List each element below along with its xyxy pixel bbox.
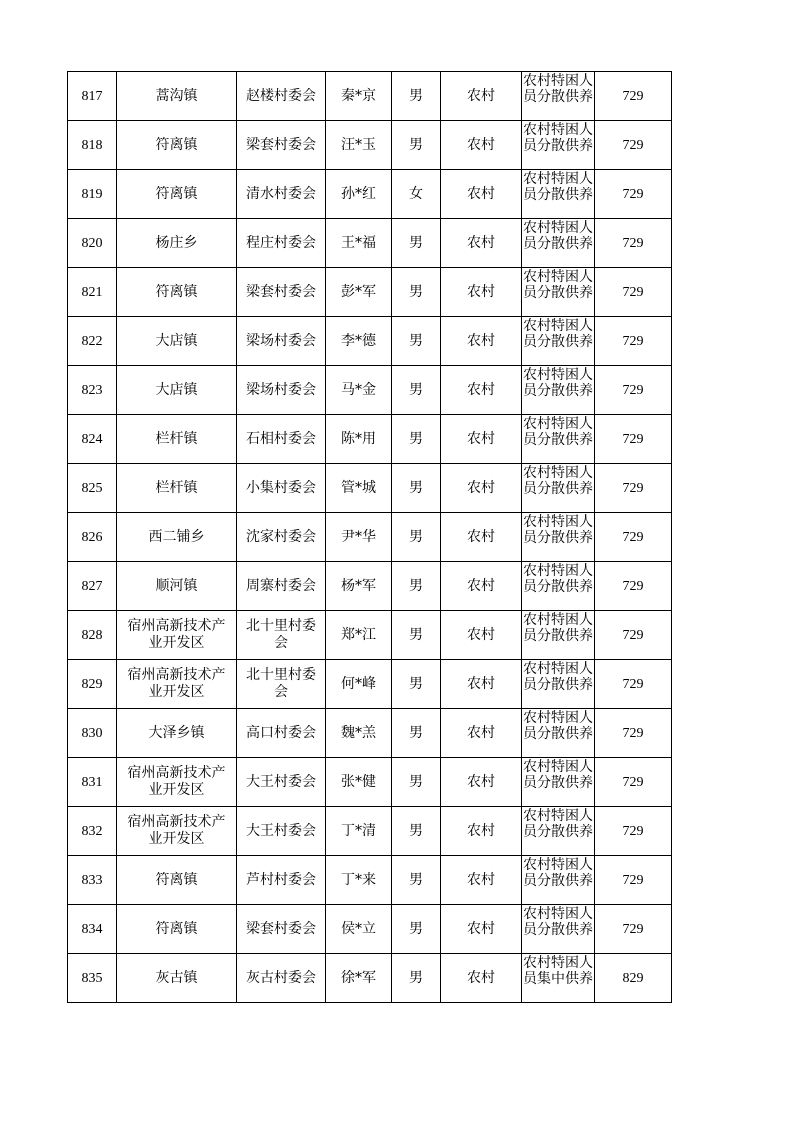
cell-support-type (522, 219, 595, 268)
cell-serial-number: 834 (68, 905, 117, 954)
cell-support-type-text: 农村特困人员分散供养 (523, 318, 593, 350)
table-row (68, 464, 672, 513)
cell-support-type-text: 农村特困人员分散供养 (523, 220, 593, 252)
cell-amount: 729 (595, 856, 672, 905)
cell-village-committee-text: 大王村委会 (246, 773, 316, 790)
cell-gender: 男 (392, 660, 441, 709)
cell-village-committee-text: 高口村委会 (246, 724, 316, 741)
cell-gender: 男 (392, 562, 441, 611)
table-row (68, 562, 672, 611)
cell-village-committee (237, 758, 326, 807)
cell-town (117, 905, 237, 954)
cell-name: 丁*清 (326, 807, 392, 856)
cell-town (117, 72, 237, 121)
cell-village-committee-text: 梁套村委会 (246, 283, 316, 300)
table-row (68, 807, 672, 856)
cell-village-committee (237, 856, 326, 905)
cell-village-committee (237, 170, 326, 219)
cell-gender: 男 (392, 611, 441, 660)
cell-gender: 男 (392, 415, 441, 464)
cell-town-text: 宿州高新技术产业开发区 (127, 667, 226, 700)
cell-support-type-text: 农村特困人员分散供养 (523, 759, 593, 791)
cell-name: 王*福 (326, 219, 392, 268)
cell-town-text: 符离镇 (155, 871, 198, 888)
cell-town-text: 蒿沟镇 (155, 87, 198, 104)
cell-support-type-text: 农村特困人员分散供养 (523, 661, 593, 693)
table-row (68, 268, 672, 317)
cell-town (117, 807, 237, 856)
cell-amount: 729 (595, 366, 672, 415)
cell-village-committee-text: 大王村委会 (246, 822, 316, 839)
cell-area-type: 农村 (441, 219, 522, 268)
cell-amount: 729 (595, 807, 672, 856)
cell-serial-number: 829 (68, 660, 117, 709)
cell-town-text: 符离镇 (155, 283, 198, 300)
cell-support-type-text: 农村特困人员分散供养 (523, 808, 593, 840)
cell-support-type (522, 758, 595, 807)
cell-amount: 729 (595, 317, 672, 366)
cell-area-type: 农村 (441, 856, 522, 905)
cell-village-committee-text: 小集村委会 (246, 479, 316, 496)
cell-support-type (522, 709, 595, 758)
cell-gender: 男 (392, 856, 441, 905)
cell-serial-number: 830 (68, 709, 117, 758)
cell-area-type: 农村 (441, 660, 522, 709)
cell-support-type-text: 农村特困人员分散供养 (523, 269, 593, 301)
cell-name: 侯*立 (326, 905, 392, 954)
cell-village-committee (237, 317, 326, 366)
cell-town-text: 栏杆镇 (155, 430, 198, 447)
cell-gender: 男 (392, 954, 441, 1003)
cell-support-type-text: 农村特困人员集中供养 (523, 955, 593, 987)
table-row (68, 611, 672, 660)
table-row (68, 660, 672, 709)
cell-amount: 729 (595, 611, 672, 660)
cell-amount: 729 (595, 415, 672, 464)
cell-town (117, 366, 237, 415)
cell-town (117, 954, 237, 1003)
cell-area-type: 农村 (441, 72, 522, 121)
cell-village-committee (237, 415, 326, 464)
cell-amount: 729 (595, 513, 672, 562)
cell-serial-number: 832 (68, 807, 117, 856)
cell-name: 秦*京 (326, 72, 392, 121)
cell-town-text: 符离镇 (155, 920, 198, 937)
cell-serial-number: 833 (68, 856, 117, 905)
cell-area-type: 农村 (441, 905, 522, 954)
cell-support-type (522, 72, 595, 121)
cell-town (117, 121, 237, 170)
cell-amount: 729 (595, 170, 672, 219)
cell-name: 李*德 (326, 317, 392, 366)
cell-village-committee (237, 611, 326, 660)
cell-town-text: 大店镇 (155, 332, 198, 349)
cell-support-type-text: 农村特困人员分散供养 (523, 465, 593, 497)
cell-serial-number: 827 (68, 562, 117, 611)
cell-village-committee (237, 660, 326, 709)
cell-support-type (522, 562, 595, 611)
cell-name: 彭*军 (326, 268, 392, 317)
cell-village-committee-text: 梁场村委会 (246, 381, 316, 398)
cell-amount: 829 (595, 954, 672, 1003)
cell-serial-number: 826 (68, 513, 117, 562)
cell-name: 何*峰 (326, 660, 392, 709)
cell-serial-number: 819 (68, 170, 117, 219)
cell-gender: 男 (392, 758, 441, 807)
cell-village-committee (237, 709, 326, 758)
cell-town (117, 268, 237, 317)
table-row (68, 219, 672, 268)
cell-support-type-text: 农村特困人员分散供养 (523, 416, 593, 448)
table-row (68, 170, 672, 219)
cell-village-committee (237, 121, 326, 170)
table-row (68, 513, 672, 562)
cell-gender: 男 (392, 709, 441, 758)
cell-amount: 729 (595, 709, 672, 758)
cell-village-committee-text: 周寨村委会 (246, 577, 316, 594)
cell-gender: 男 (392, 464, 441, 513)
table-row (68, 366, 672, 415)
cell-town-text: 符离镇 (155, 136, 198, 153)
cell-village-committee (237, 905, 326, 954)
cell-village-committee-text: 沈家村委会 (246, 528, 316, 545)
cell-village-committee-text: 程庄村委会 (246, 234, 316, 251)
cell-village-committee (237, 513, 326, 562)
cell-village-committee (237, 366, 326, 415)
cell-support-type-text: 农村特困人员分散供养 (523, 122, 593, 154)
cell-town (117, 562, 237, 611)
cell-support-type (522, 513, 595, 562)
cell-name: 杨*军 (326, 562, 392, 611)
cell-town-text: 符离镇 (155, 185, 198, 202)
table-row (68, 415, 672, 464)
cell-name: 郑*江 (326, 611, 392, 660)
cell-village-committee-text: 北十里村委会 (246, 618, 316, 651)
cell-town (117, 856, 237, 905)
cell-serial-number: 825 (68, 464, 117, 513)
cell-area-type: 农村 (441, 268, 522, 317)
cell-area-type: 农村 (441, 366, 522, 415)
cell-town-text: 灰古镇 (155, 969, 198, 986)
cell-amount: 729 (595, 121, 672, 170)
cell-amount: 729 (595, 562, 672, 611)
cell-support-type-text: 农村特困人员分散供养 (523, 857, 593, 889)
cell-support-type (522, 807, 595, 856)
cell-village-committee (237, 562, 326, 611)
cell-serial-number: 820 (68, 219, 117, 268)
cell-town (117, 415, 237, 464)
cell-name: 张*健 (326, 758, 392, 807)
cell-town-text: 宿州高新技术产业开发区 (127, 765, 226, 798)
cell-serial-number: 828 (68, 611, 117, 660)
cell-town (117, 317, 237, 366)
cell-gender: 男 (392, 268, 441, 317)
cell-town-text: 宿州高新技术产业开发区 (127, 618, 226, 651)
table-row (68, 709, 672, 758)
cell-village-committee-text: 石相村委会 (246, 430, 316, 447)
cell-gender: 男 (392, 807, 441, 856)
cell-serial-number: 824 (68, 415, 117, 464)
cell-town-text: 杨庄乡 (155, 234, 198, 251)
cell-town (117, 219, 237, 268)
cell-village-committee (237, 954, 326, 1003)
cell-town-text: 大店镇 (155, 381, 198, 398)
cell-area-type: 农村 (441, 513, 522, 562)
cell-area-type: 农村 (441, 758, 522, 807)
cell-area-type: 农村 (441, 464, 522, 513)
cell-support-type (522, 905, 595, 954)
cell-village-committee-text: 梁场村委会 (246, 332, 316, 349)
cell-gender: 男 (392, 513, 441, 562)
cell-village-committee-text: 梁套村委会 (246, 136, 316, 153)
cell-support-type-text: 农村特困人员分散供养 (523, 171, 593, 203)
cell-amount: 729 (595, 660, 672, 709)
table-row (68, 121, 672, 170)
cell-support-type (522, 464, 595, 513)
cell-name: 丁*来 (326, 856, 392, 905)
cell-name: 徐*军 (326, 954, 392, 1003)
table-row (68, 72, 672, 121)
cell-area-type: 农村 (441, 807, 522, 856)
cell-amount: 729 (595, 758, 672, 807)
table-row (68, 856, 672, 905)
cell-name: 尹*华 (326, 513, 392, 562)
table-row (68, 905, 672, 954)
cell-gender: 男 (392, 72, 441, 121)
cell-town-text: 顺河镇 (155, 577, 198, 594)
cell-support-type (522, 660, 595, 709)
cell-town-text: 宿州高新技术产业开发区 (127, 814, 226, 847)
cell-town-text: 栏杆镇 (155, 479, 198, 496)
cell-gender: 男 (392, 317, 441, 366)
cell-amount: 729 (595, 905, 672, 954)
relief-recipient-table (67, 71, 672, 1003)
cell-amount: 729 (595, 268, 672, 317)
cell-support-type-text: 农村特困人员分散供养 (523, 710, 593, 742)
table-row (68, 758, 672, 807)
cell-support-type (522, 268, 595, 317)
cell-village-committee-text: 赵楼村委会 (246, 87, 316, 104)
cell-support-type-text: 农村特困人员分散供养 (523, 612, 593, 644)
cell-support-type (522, 121, 595, 170)
cell-name: 孙*红 (326, 170, 392, 219)
cell-town (117, 513, 237, 562)
cell-support-type-text: 农村特困人员分散供养 (523, 367, 593, 399)
cell-town (117, 611, 237, 660)
cell-name: 魏*羔 (326, 709, 392, 758)
cell-area-type: 农村 (441, 954, 522, 1003)
cell-serial-number: 823 (68, 366, 117, 415)
cell-support-type (522, 611, 595, 660)
cell-town (117, 170, 237, 219)
cell-amount: 729 (595, 219, 672, 268)
cell-serial-number: 818 (68, 121, 117, 170)
cell-town-text: 西二铺乡 (148, 528, 205, 545)
cell-area-type: 农村 (441, 317, 522, 366)
table-row (68, 954, 672, 1003)
cell-support-type-text: 农村特困人员分散供养 (523, 906, 593, 938)
cell-village-committee (237, 268, 326, 317)
cell-support-type-text: 农村特困人员分散供养 (523, 73, 593, 105)
cell-town (117, 709, 237, 758)
cell-area-type: 农村 (441, 121, 522, 170)
cell-serial-number: 831 (68, 758, 117, 807)
cell-area-type: 农村 (441, 709, 522, 758)
cell-village-committee-text: 北十里村委会 (246, 667, 316, 700)
cell-name: 陈*用 (326, 415, 392, 464)
cell-amount: 729 (595, 464, 672, 513)
cell-town (117, 660, 237, 709)
cell-village-committee-text: 梁套村委会 (246, 920, 316, 937)
cell-support-type-text: 农村特困人员分散供养 (523, 563, 593, 595)
cell-village-committee-text: 清水村委会 (246, 185, 316, 202)
cell-support-type (522, 415, 595, 464)
cell-town (117, 758, 237, 807)
cell-area-type: 农村 (441, 562, 522, 611)
table-row (68, 317, 672, 366)
cell-gender: 男 (392, 219, 441, 268)
cell-area-type: 农村 (441, 611, 522, 660)
cell-gender: 男 (392, 905, 441, 954)
cell-serial-number: 821 (68, 268, 117, 317)
cell-area-type: 农村 (441, 415, 522, 464)
cell-area-type: 农村 (441, 170, 522, 219)
cell-gender: 男 (392, 121, 441, 170)
cell-name: 汪*玉 (326, 121, 392, 170)
cell-village-committee (237, 807, 326, 856)
cell-support-type (522, 856, 595, 905)
cell-name: 管*城 (326, 464, 392, 513)
cell-gender: 女 (392, 170, 441, 219)
cell-village-committee (237, 464, 326, 513)
cell-support-type (522, 317, 595, 366)
cell-name: 马*金 (326, 366, 392, 415)
table-body (68, 72, 672, 1003)
cell-village-committee (237, 219, 326, 268)
cell-serial-number: 822 (68, 317, 117, 366)
cell-support-type (522, 954, 595, 1003)
cell-serial-number: 835 (68, 954, 117, 1003)
cell-support-type-text: 农村特困人员分散供养 (523, 514, 593, 546)
cell-serial-number: 817 (68, 72, 117, 121)
cell-village-committee-text: 芦村村委会 (246, 871, 316, 888)
cell-gender: 男 (392, 366, 441, 415)
cell-town-text: 大泽乡镇 (148, 724, 205, 741)
cell-support-type (522, 170, 595, 219)
cell-town (117, 464, 237, 513)
cell-support-type (522, 366, 595, 415)
cell-village-committee-text: 灰古村委会 (246, 969, 316, 986)
cell-amount: 729 (595, 72, 672, 121)
cell-village-committee (237, 72, 326, 121)
